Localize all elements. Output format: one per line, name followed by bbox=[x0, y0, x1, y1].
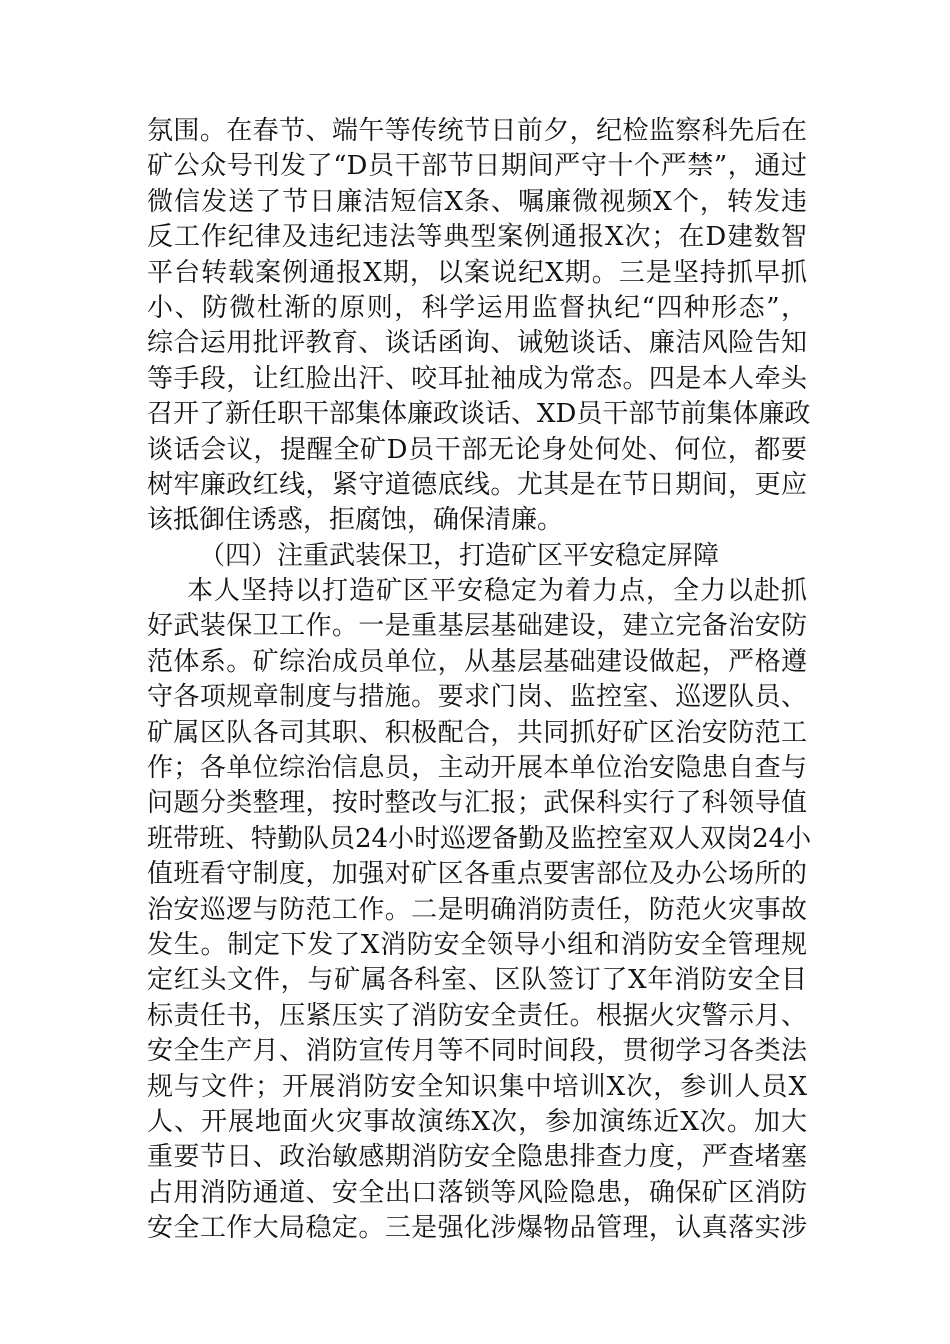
text-line: 班带班、特勤队员24小时巡逻备勤及监控室双人双岗24小 bbox=[147, 823, 812, 854]
text-line: 标责任书，压紧压实了消防安全责任。根据火灾警示月、 bbox=[147, 1000, 807, 1031]
text-line: 召开了新任职干部集体廉政谈话、XD员干部节前集体廉政 bbox=[147, 399, 811, 430]
text-line: 等手段，让红脸出汗、咬耳扯袖成为常态。四是本人牵头 bbox=[147, 363, 807, 394]
text-line: 平台转载案例通报X期，以案说纪X期。三是坚持抓早抓 bbox=[147, 257, 807, 288]
section-heading: （四）注重武装保卫，打造矿区平安稳定屏障 bbox=[199, 540, 720, 571]
paragraph-2 bbox=[147, 574, 812, 1246]
text-line: 该抵御住诱惑，拒腐蚀，确保清廉。 bbox=[147, 505, 564, 536]
text-line: 综合运用批评教育、谈话函询、诫勉谈话、廉洁风险告知 bbox=[147, 328, 807, 359]
text-line: 安全生产月、消防宣传月等不同时间段，贯彻学习各类法 bbox=[147, 1036, 807, 1067]
text-line: 好武装保卫工作。一是重基层基础建设，建立完备治安防 bbox=[147, 611, 807, 642]
text-line: 矿属区队各司其职、积极配合，共同抓好矿区治安防范工 bbox=[147, 717, 807, 748]
text-line: 发生。制定下发了X消防安全领导小组和消防安全管理规 bbox=[147, 929, 807, 960]
text-line: 问题分类整理，按时整改与汇报；武保科实行了科领导值 bbox=[147, 788, 807, 819]
text-line: 反工作纪律及违纪违法等典型案例通报X次；在D建数智 bbox=[147, 222, 807, 253]
text-line: 本人坚持以打造矿区平安稳定为着力点，全力以赴抓 bbox=[187, 576, 807, 607]
text-line: 重要节日、政治敏感期消防安全隐患排查力度，严查堵塞 bbox=[147, 1142, 807, 1173]
text-line: 值班看守制度，加强对矿区各重点要害部位及办公场所的 bbox=[147, 859, 807, 890]
text-line: 定红头文件，与矿属各科室、区队签订了X年消防安全目 bbox=[147, 965, 807, 996]
text-line: 谈话会议，提醒全矿D员干部无论身处何处、何位，都要 bbox=[147, 434, 807, 465]
document-page bbox=[147, 114, 812, 1247]
text-line: 范体系。矿综治成员单位，从基层基础建设做起，严格遵 bbox=[147, 646, 807, 677]
text-line: 守各项规章制度与措施。要求门岗、监控室、巡逻队员、 bbox=[147, 682, 807, 713]
text-line: 人、开展地面火灾事故演练X次，参加演练近X次。加大 bbox=[147, 1106, 807, 1137]
text-line: 树牢廉政红线，紧守道德底线。尤其是在节日期间，更应 bbox=[147, 469, 807, 500]
text-line: 规与文件；开展消防安全知识集中培训X次，参训人员X bbox=[147, 1071, 807, 1102]
text-line: 矿公众号刊发了“D员干部节日期间严守十个严禁”，通过 bbox=[147, 151, 807, 182]
text-line: 作；各单位综治信息员，主动开展本单位治安隐患自查与 bbox=[147, 753, 807, 784]
paragraph-1 bbox=[147, 114, 811, 539]
text-line: 治安巡逻与防范工作。二是明确消防责任，防范火灾事故 bbox=[147, 894, 807, 925]
text-line: 安全工作大局稳定。三是强化涉爆物品管理，认真落实涉 bbox=[147, 1213, 807, 1244]
text-line: 小、防微杜渐的原则，科学运用监督执纪“四种形态”， bbox=[147, 292, 807, 323]
text-line: 微信发送了节日廉洁短信X条、嘱廉微视频X个，转发违 bbox=[147, 186, 807, 217]
text-line: 占用消防通道、安全出口落锁等风险隐患，确保矿区消防 bbox=[147, 1177, 807, 1208]
text-line: 氛围。在春节、端午等传统节日前夕，纪检监察科先后在 bbox=[147, 116, 807, 146]
